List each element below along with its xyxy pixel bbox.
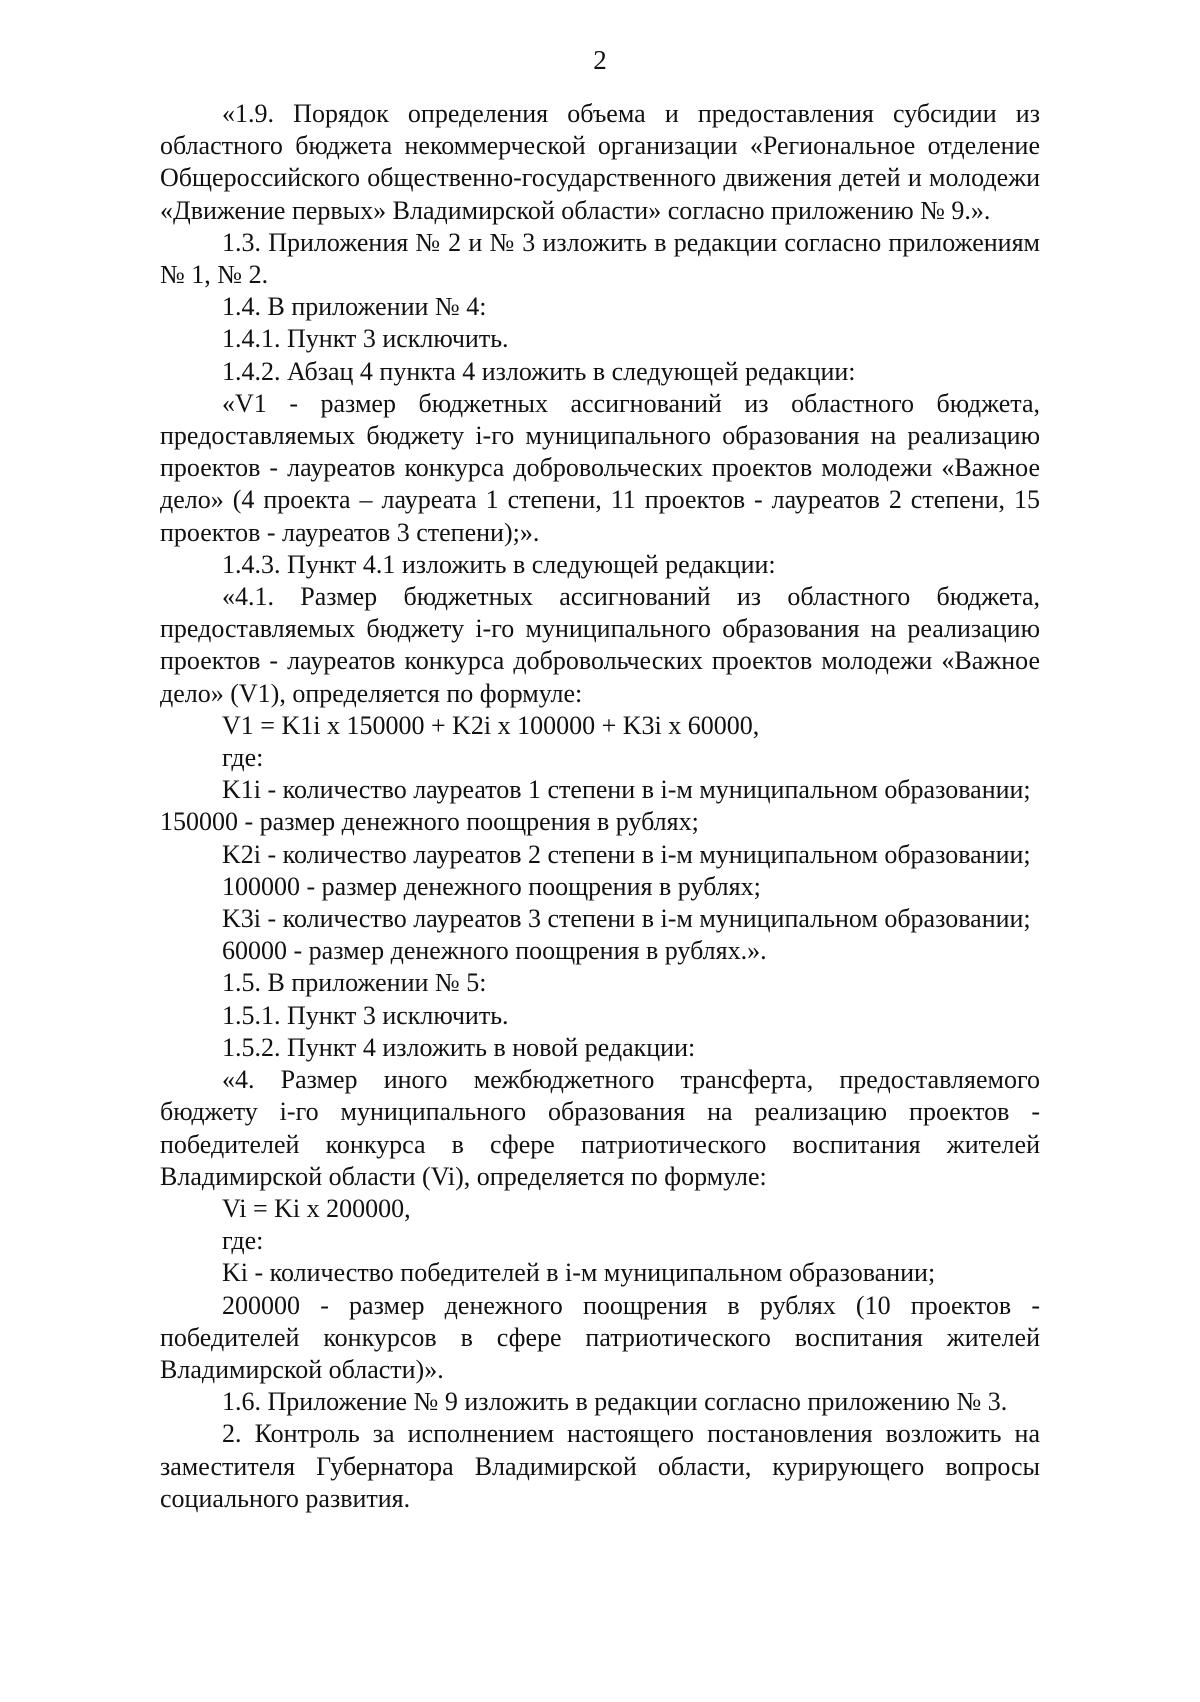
formula-where-1: где: xyxy=(222,743,264,773)
definition-k1i: K1i - количество лауреатов 1 степени в i-м муниципальном образовании; xyxy=(222,775,1031,805)
definition-150000: 150000 - размер денежного поощрения в рублях; xyxy=(160,807,699,837)
page-number: 2 xyxy=(593,45,607,75)
definition-60000: 60000 - размер денежного поощрения в рублях.». xyxy=(222,936,767,966)
paragraph-1-4-3: 1.4.3. Пункт 4.1 изложить в следующей редакции: xyxy=(222,549,776,579)
paragraph-1-5-2: 1.5.2. Пункт 4 изложить в новой редакции: xyxy=(222,1032,696,1062)
paragraph-1-4-1: 1.4.1. Пункт 3 исключить. xyxy=(222,324,509,354)
paragraph-1-9: «1.9. Порядок определения объема и предоставления субсидии из областного бюджета некоммерческой организации «Региональное отделение Общероссийского общественно-государственного движения детей и молодежи «Движение первых» Владимирской области» согласно приложению № 9.». xyxy=(160,99,1040,225)
document-body xyxy=(160,98,1040,1515)
paragraph-4-1: «4.1. Размер бюджетных ассигнований из областного бюджета, предоставляемых бюджету i-го муниципального образования на реализацию проектов - лауреатов конкурса добровольческих проектов молодежи «Важное дело» (V1), определяется по формуле: xyxy=(160,582,1040,708)
paragraph-v1-definition: «V1 - размер бюджетных ассигнований из областного бюджета, предоставляемых бюджету i-го муниципального образования на реализацию проектов - лауреатов конкурса добровольческих проектов молодежи «Важное дело» (4 проекта – лауреата 1 степени, 11 проектов - лауреатов 2 степени, 15 проектов - лауреатов 3 степени);». xyxy=(160,388,1040,547)
definition-ki: Ki - количество победителей в i-м муниципальном образовании; xyxy=(222,1258,936,1288)
definition-k2i: K2i - количество лауреатов 2 степени в i-м муниципальном образовании; xyxy=(222,839,1031,869)
definition-200000: 200000 - размер денежного поощрения в рублях (10 проектов - победителей конкурсов в сфере патриотического воспитания жителей Владимирской области)». xyxy=(160,1290,1040,1384)
paragraph-1-6: 1.6. Приложение № 9 изложить в редакции согласно приложению № 3. xyxy=(222,1387,1008,1417)
paragraph-1-3: 1.3. Приложения № 2 и № 3 изложить в редакции согласно приложениям № 1, № 2. xyxy=(160,227,1040,290)
paragraph-1-4-2: 1.4.2. Абзац 4 пункта 4 изложить в следующей редакции: xyxy=(222,356,856,386)
definition-k3i: K3i - количество лауреатов 3 степени в i-м муниципальном образовании; xyxy=(222,904,1031,934)
paragraph-2-control: 2. Контроль за исполнением настоящего постановления возложить на заместителя Губернатора Владимирской области, курирующего вопросы социального развития. xyxy=(160,1419,1040,1513)
formula-where-2: где: xyxy=(222,1226,264,1256)
formula-v1: V1 = K1i x 150000 + K2i x 100000 + K3i x 60000, xyxy=(222,710,760,740)
paragraph-1-5: 1.5. В приложении № 5: xyxy=(222,968,487,998)
formula-vi: Vi = Ki x 200000, xyxy=(222,1193,411,1223)
definition-100000: 100000 - размер денежного поощрения в рублях; xyxy=(222,871,761,901)
paragraph-4: «4. Размер иного межбюджетного трансферта, предоставляемого бюджету i-го муниципального образования на реализацию проектов - победителей конкурса в сфере патриотического воспитания жителей Владимирской области (Vi), определяется по формуле: xyxy=(160,1065,1040,1191)
paragraph-1-5-1: 1.5.1. Пункт 3 исключить. xyxy=(222,1000,509,1030)
paragraph-1-4: 1.4. В приложении № 4: xyxy=(222,292,487,322)
